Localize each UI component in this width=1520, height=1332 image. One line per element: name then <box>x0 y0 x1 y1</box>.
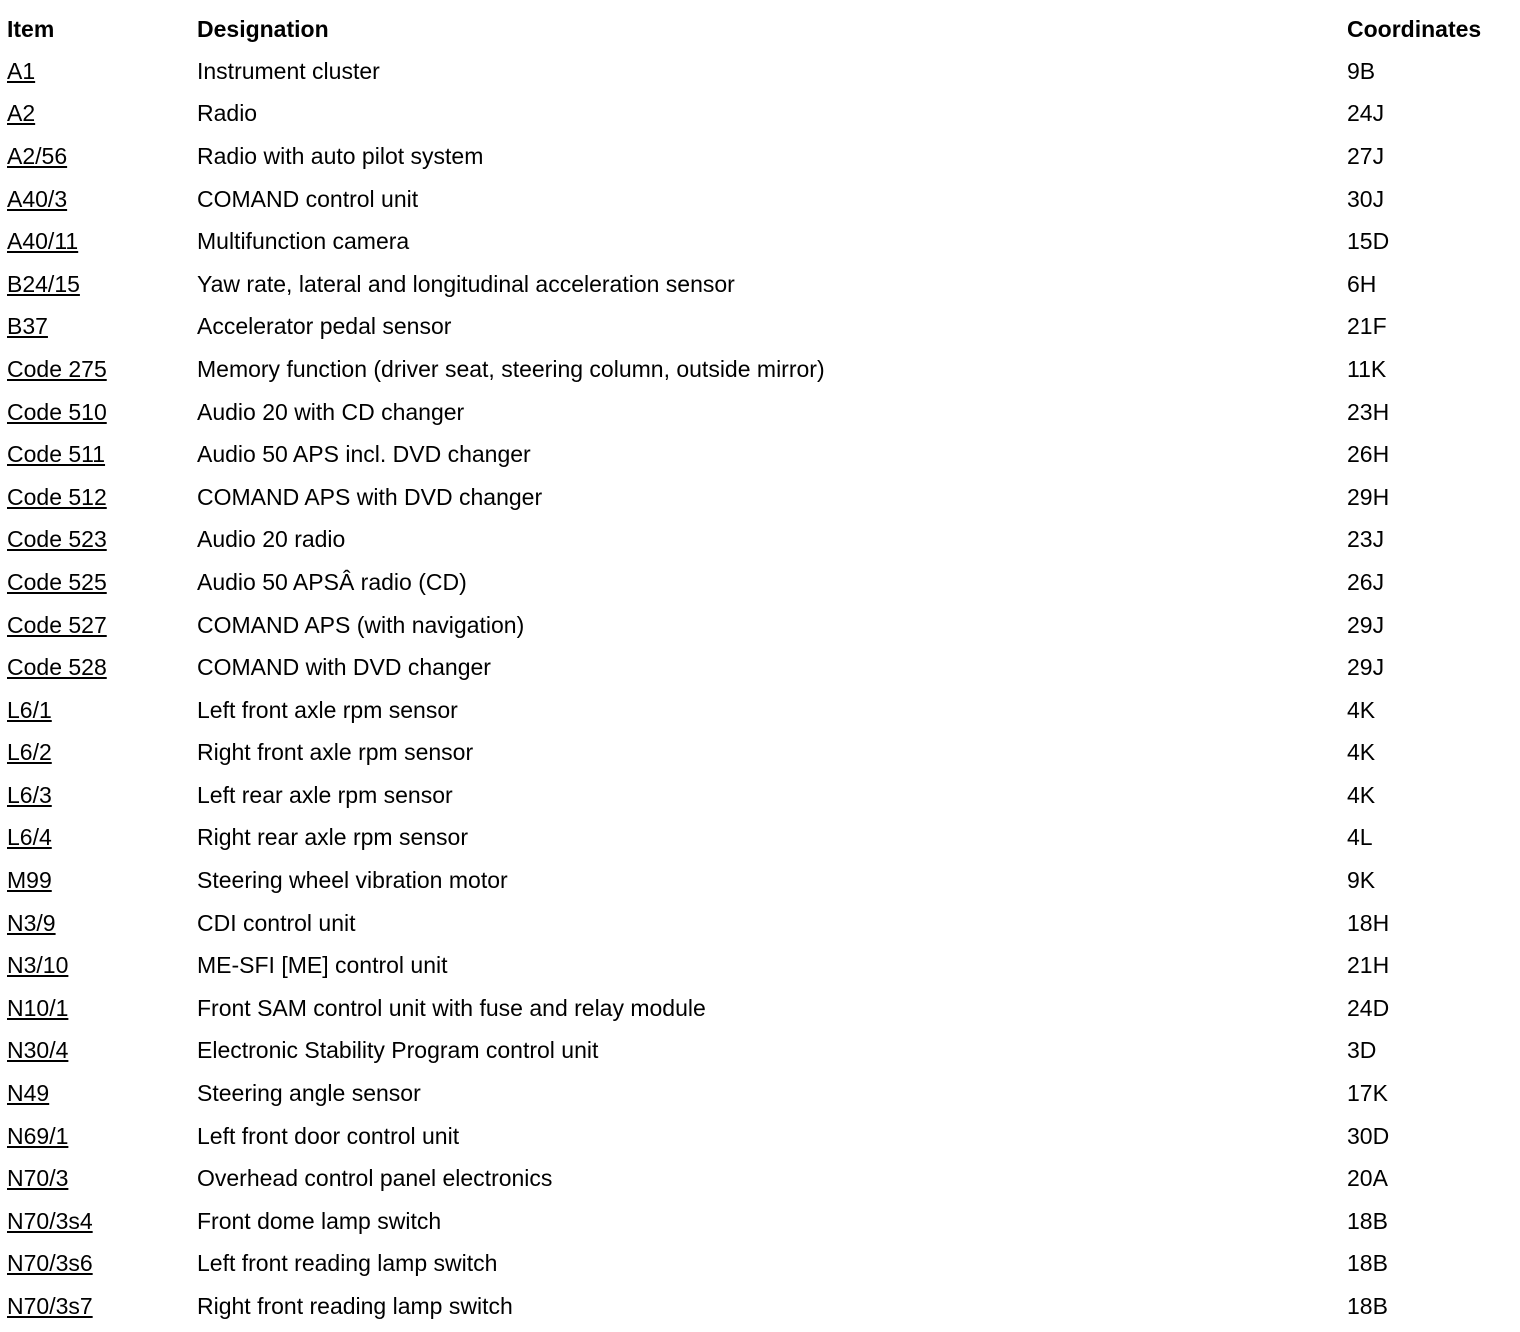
table-row <box>0 93 1510 136</box>
designation-cell: ME-SFI [ME] control unit <box>197 952 448 979</box>
item-cell <box>0 1115 190 1158</box>
coordinates-cell: 4K <box>1347 739 1376 766</box>
designation-cell: Left front door control unit <box>197 1122 460 1149</box>
item-link[interactable]: B24/15 <box>7 270 80 297</box>
item-link[interactable]: A2 <box>7 100 36 127</box>
designation-cell: Steering wheel vibration motor <box>197 867 508 894</box>
coordinates-cell: 4L <box>1347 824 1373 851</box>
header-row <box>0 8 1510 50</box>
item-link[interactable]: L6/4 <box>7 824 52 851</box>
item-link[interactable]: Code 275 <box>7 355 107 382</box>
table-row <box>0 135 1510 178</box>
coordinates-cell: 3D <box>1347 1037 1377 1064</box>
item-link[interactable]: Code 523 <box>7 526 107 553</box>
item-cell <box>0 646 190 689</box>
item-cell <box>0 348 190 391</box>
designation-cell: COMAND with DVD changer <box>197 654 491 681</box>
designation-cell: Left rear axle rpm sensor <box>197 781 453 808</box>
designation-cell: Audio 50 APSÂ radio (CD) <box>197 568 467 595</box>
designation-cell: Instrument cluster <box>197 57 380 84</box>
coordinates-cell: 23J <box>1347 526 1385 553</box>
item-link[interactable]: N10/1 <box>7 994 69 1021</box>
designation-cell: Accelerator pedal sensor <box>197 313 452 340</box>
item-cell <box>0 433 190 476</box>
coordinates-cell: 21H <box>1347 952 1390 979</box>
item-cell <box>0 1030 190 1073</box>
coordinates-cell: 20A <box>1347 1165 1388 1192</box>
item-link[interactable]: L6/3 <box>7 781 52 808</box>
table-row <box>0 732 1510 775</box>
designation-cell: Front SAM control unit with fuse and relay module <box>197 994 706 1021</box>
designation-cell: Radio with auto pilot system <box>197 142 484 169</box>
table-row <box>0 519 1510 562</box>
item-cell <box>0 689 190 732</box>
header-coordinates: Coordinates <box>1347 15 1482 42</box>
designation-cell: Left front axle rpm sensor <box>197 696 458 723</box>
coordinates-cell: 23H <box>1347 398 1390 425</box>
item-link[interactable]: N70/3s6 <box>7 1250 93 1277</box>
item-link[interactable]: Code 528 <box>7 654 107 681</box>
item-link[interactable]: N3/9 <box>7 909 56 936</box>
table-row <box>0 1115 1510 1158</box>
table-row <box>0 774 1510 817</box>
item-link[interactable]: N3/10 <box>7 952 69 979</box>
item-cell <box>0 1243 190 1286</box>
table-row <box>0 263 1510 306</box>
table-row <box>0 987 1510 1030</box>
designation-cell: Front dome lamp switch <box>197 1207 442 1234</box>
designation-cell: Overhead control panel electronics <box>197 1165 553 1192</box>
item-link[interactable]: A40/11 <box>7 228 79 255</box>
designation-cell: Radio <box>197 100 258 127</box>
table-row <box>0 859 1510 902</box>
designation-cell: Memory function (driver seat, steering column, outside mirror) <box>197 355 825 382</box>
item-link[interactable]: Code 511 <box>7 441 106 468</box>
item-cell <box>0 604 190 647</box>
coordinates-cell: 9K <box>1347 867 1376 894</box>
table-row <box>0 1157 1510 1200</box>
item-link[interactable]: N69/1 <box>7 1122 69 1149</box>
item-link[interactable]: Code 510 <box>7 398 107 425</box>
designation-cell: Electronic Stability Program control unit <box>197 1037 599 1064</box>
item-link[interactable]: L6/2 <box>7 739 52 766</box>
table-row <box>0 1285 1510 1328</box>
coordinates-cell: 24D <box>1347 994 1390 1021</box>
designation-cell: Left front reading lamp switch <box>197 1250 498 1277</box>
coordinates-cell: 29J <box>1347 654 1385 681</box>
item-cell <box>0 135 190 178</box>
designation-cell: Audio 20 radio <box>197 526 346 553</box>
item-cell <box>0 391 190 434</box>
table-row <box>0 944 1510 987</box>
item-cell <box>0 774 190 817</box>
table-row <box>0 646 1510 689</box>
coordinates-cell: 21F <box>1347 313 1387 340</box>
designation-cell: Right front axle rpm sensor <box>197 739 474 766</box>
item-cell <box>0 1200 190 1243</box>
item-cell <box>0 220 190 263</box>
table-row <box>0 604 1510 647</box>
item-link[interactable]: M99 <box>7 867 52 894</box>
table-row <box>0 689 1510 732</box>
table-row <box>0 1030 1510 1073</box>
item-cell <box>0 306 190 349</box>
item-link[interactable]: N70/3 <box>7 1165 69 1192</box>
table-row <box>0 306 1510 349</box>
component-legend-table <box>0 8 1510 1328</box>
coordinates-cell: 4K <box>1347 781 1376 808</box>
header-item: Item <box>7 15 55 42</box>
coordinates-cell: 26H <box>1347 441 1390 468</box>
coordinates-cell: 18B <box>1347 1207 1388 1234</box>
table-row <box>0 476 1510 519</box>
item-link[interactable]: L6/1 <box>7 696 52 723</box>
coordinates-cell: 11K <box>1347 355 1387 382</box>
table-row <box>0 220 1510 263</box>
coordinates-cell: 9B <box>1347 57 1376 84</box>
item-link[interactable]: N70/3s4 <box>7 1207 93 1234</box>
item-link[interactable]: Code 525 <box>7 568 107 595</box>
table-row <box>0 50 1510 93</box>
item-cell <box>0 1157 190 1200</box>
designation-cell: Multifunction camera <box>197 228 410 255</box>
item-cell <box>0 1285 190 1328</box>
table-row <box>0 1243 1510 1286</box>
coordinates-cell: 29J <box>1347 611 1385 638</box>
coordinates-cell: 27J <box>1347 142 1385 169</box>
header-designation: Designation <box>197 15 329 42</box>
designation-cell: Audio 50 APS incl. DVD changer <box>197 441 531 468</box>
item-cell <box>0 519 190 562</box>
designation-cell: Right front reading lamp switch <box>197 1293 513 1320</box>
table-row <box>0 1072 1510 1115</box>
table-body <box>0 50 1510 1328</box>
item-link[interactable]: B37 <box>7 313 48 340</box>
item-cell <box>0 93 190 136</box>
coordinates-cell: 18H <box>1347 909 1390 936</box>
item-link[interactable]: A1 <box>7 57 36 84</box>
designation-cell: Right rear axle rpm sensor <box>197 824 468 851</box>
item-cell <box>0 987 190 1030</box>
designation-cell: CDI control unit <box>197 909 356 936</box>
designation-cell: COMAND APS with DVD changer <box>197 483 543 510</box>
designation-cell: Steering angle sensor <box>197 1080 421 1107</box>
item-cell <box>0 859 190 902</box>
table-row <box>0 561 1510 604</box>
coordinates-cell: 17K <box>1347 1080 1388 1107</box>
item-link[interactable]: N70/3s7 <box>7 1293 93 1320</box>
item-cell <box>0 263 190 306</box>
item-cell <box>0 1072 190 1115</box>
item-cell <box>0 50 190 93</box>
coordinates-cell: 26J <box>1347 568 1385 595</box>
item-cell <box>0 178 190 221</box>
item-cell <box>0 944 190 987</box>
item-cell <box>0 561 190 604</box>
coordinates-cell: 30D <box>1347 1122 1390 1149</box>
coordinates-cell: 18B <box>1347 1250 1388 1277</box>
coordinates-cell: 24J <box>1347 100 1385 127</box>
item-cell <box>0 732 190 775</box>
table-row <box>0 348 1510 391</box>
item-link[interactable]: A2/56 <box>7 142 68 169</box>
table-row <box>0 178 1510 221</box>
table-row <box>0 391 1510 434</box>
designation-cell: COMAND control unit <box>197 185 419 212</box>
coordinates-cell: 6H <box>1347 270 1377 297</box>
designation-cell: Audio 20 with CD changer <box>197 398 465 425</box>
coordinates-cell: 30J <box>1347 185 1385 212</box>
item-cell <box>0 817 190 860</box>
designation-cell: Yaw rate, lateral and longitudinal acceleration sensor <box>197 270 735 297</box>
table-row <box>0 817 1510 860</box>
item-link[interactable]: N49 <box>7 1080 50 1107</box>
item-link[interactable]: N30/4 <box>7 1037 69 1064</box>
item-link[interactable]: A40/3 <box>7 185 68 212</box>
coordinates-cell: 15D <box>1347 228 1390 255</box>
item-link[interactable]: Code 512 <box>7 483 107 510</box>
table-row <box>0 433 1510 476</box>
item-cell <box>0 902 190 945</box>
coordinates-cell: 29H <box>1347 483 1390 510</box>
table-row <box>0 1200 1510 1243</box>
table-row <box>0 902 1510 945</box>
coordinates-cell: 18B <box>1347 1293 1388 1320</box>
designation-cell: COMAND APS (with navigation) <box>197 611 525 638</box>
table-header <box>0 8 1510 50</box>
item-link[interactable]: Code 527 <box>7 611 107 638</box>
coordinates-cell: 4K <box>1347 696 1376 723</box>
item-cell <box>0 476 190 519</box>
